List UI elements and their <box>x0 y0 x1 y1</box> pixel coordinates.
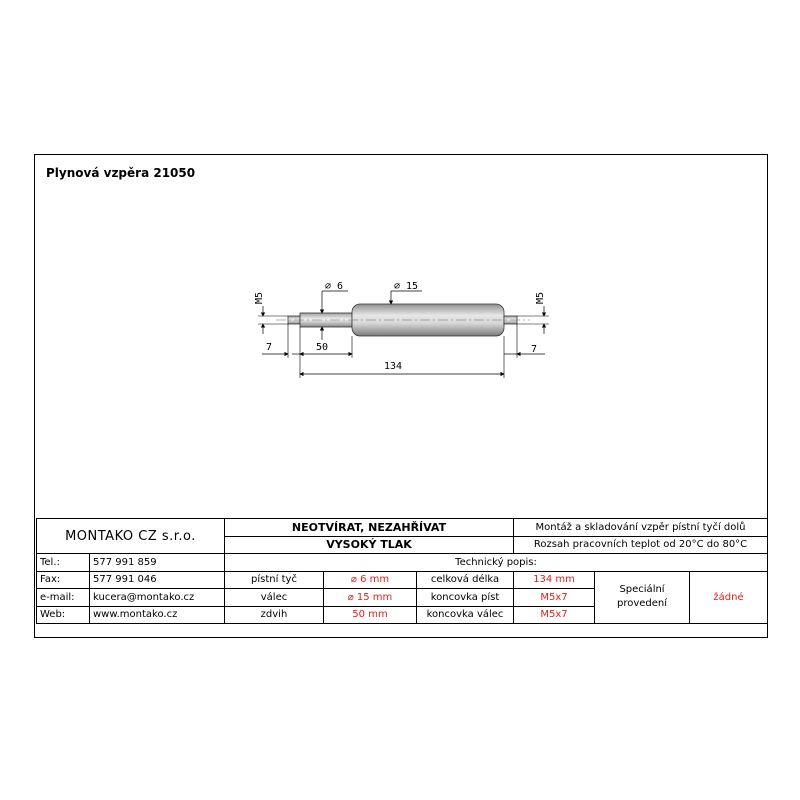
left-thread-length-label: 7 <box>266 342 273 353</box>
right-thread-dimension <box>517 292 549 334</box>
right-thread-label: M5 <box>535 291 546 304</box>
contact-label: e-mail: <box>37 589 90 607</box>
cylinder-diameter-dimension <box>391 281 422 304</box>
spec-label: zdvih <box>225 606 324 624</box>
stroke-dimension <box>300 342 352 354</box>
contact-label: Web: <box>37 606 90 624</box>
total-length-dimension <box>300 361 504 374</box>
spec-value: ⌀ 6 mm <box>324 571 417 589</box>
cylinder-diameter-label: ⌀ 15 <box>394 281 419 292</box>
left-thread-length-dimension <box>262 342 300 354</box>
rod-diameter-dimension <box>322 281 348 340</box>
right-thread-length-dimension <box>504 344 545 355</box>
spec-value: ⌀ 15 mm <box>324 589 417 607</box>
spec-value: 50 mm <box>324 606 417 624</box>
contact-value-fax: 577 991 046 <box>90 571 225 589</box>
contact-value-tel: 577 991 859 <box>90 554 225 572</box>
spec-value: 134 mm <box>514 571 595 589</box>
special-label: Speciální provedení <box>595 571 690 624</box>
note-mounting: Montáž a skladování vzpěr pístní tyčí dolů <box>514 519 768 537</box>
warning-high-pressure: VYSOKÝ TLAK <box>225 536 514 554</box>
note-temperature: Rozsah pracovních teplot od 20°C do 80°C <box>514 536 768 554</box>
contact-value-email[interactable]: kucera@montako.cz <box>90 589 225 607</box>
drawing-title: Plynová vzpěra 21050 <box>46 166 196 180</box>
contact-label: Fax: <box>37 571 90 589</box>
right-thread-length-label: 7 <box>531 344 538 355</box>
title-block <box>36 518 768 624</box>
warning-no-open: NEOTVÍRAT, NEZAHŘÍVAT <box>225 519 514 537</box>
left-thread-label: M5 <box>254 291 265 304</box>
spec-label: koncovka válec <box>417 606 514 624</box>
contact-label: Tel.: <box>37 554 90 572</box>
spec-label: koncovka píst <box>417 589 514 607</box>
special-value: žádné <box>690 571 768 624</box>
spec-label: pístní tyč <box>225 571 324 589</box>
spec-value: M5x7 <box>514 606 595 624</box>
spec-value: M5x7 <box>514 589 595 607</box>
contact-value-web[interactable]: www.montako.cz <box>90 606 225 624</box>
tech-header: Technický popis: <box>225 554 768 572</box>
total-length-label: 134 <box>384 361 403 372</box>
left-thread-dimension <box>254 292 288 334</box>
gas-strut <box>276 304 530 336</box>
stroke-label: 50 <box>316 342 329 353</box>
spec-label: celková délka <box>417 571 514 589</box>
rod-diameter-label: ⌀ 6 <box>325 281 344 292</box>
company-name: MONTAKO CZ s.r.o. <box>37 519 225 554</box>
spec-label: válec <box>225 589 324 607</box>
